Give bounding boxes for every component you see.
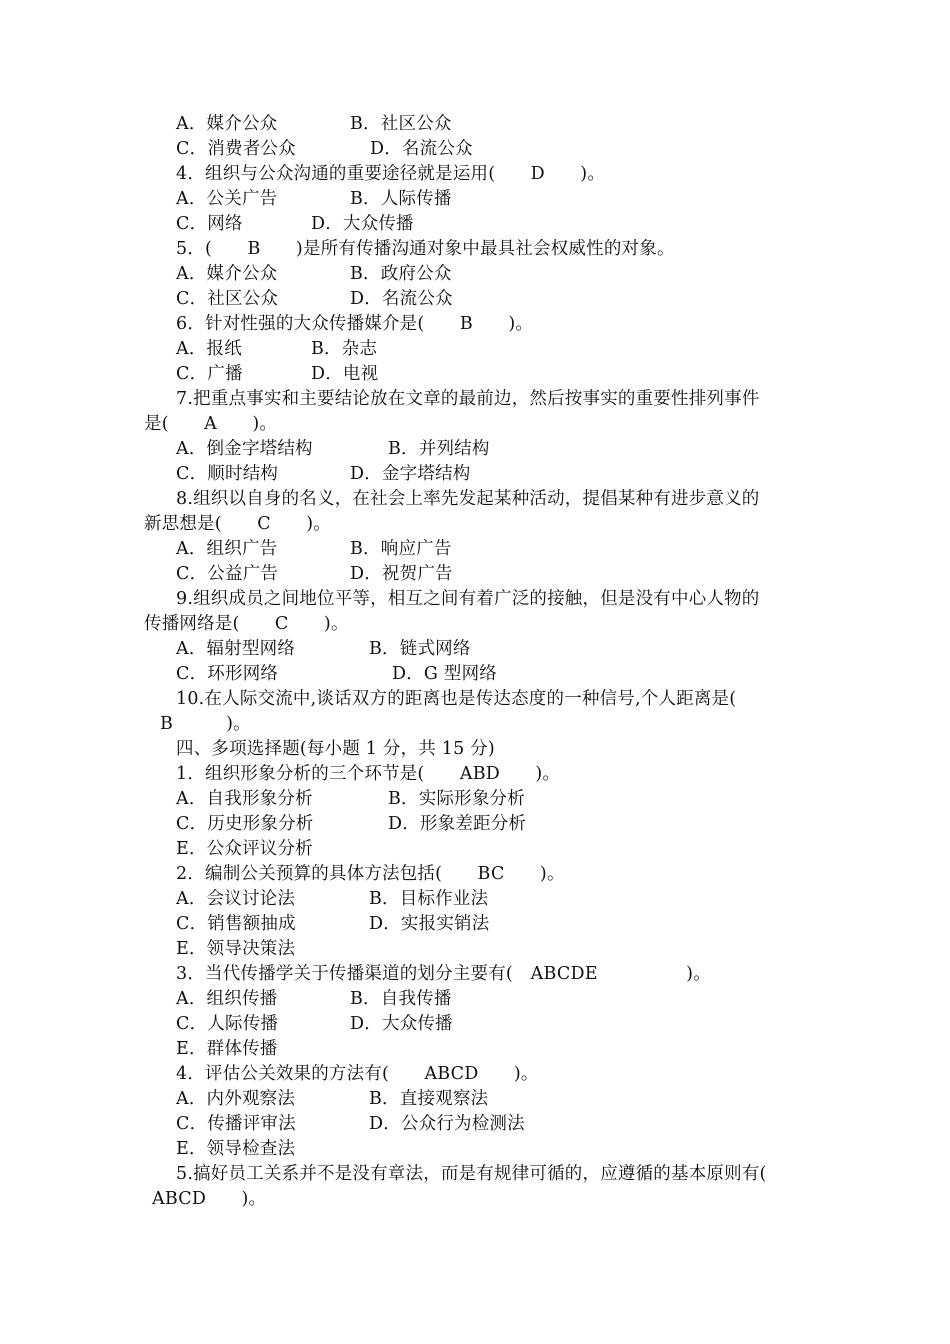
line-text: 5.搞好员工关系并不是没有章法，而是有规律可循的，应遵循的基本原则有(: [176, 1164, 767, 1184]
line-text: 新思想是( C )。: [144, 514, 331, 534]
option-text: B．响应广告: [350, 539, 452, 559]
line-text: C．消费者公众: [176, 139, 296, 159]
line-text: 8.组织以自身的名义，在社会上率先发起某种活动，提倡某种有进步意义的: [176, 489, 760, 509]
line-text: A．媒介公众: [176, 264, 278, 284]
line-text: C．销售额抽成: [176, 914, 296, 934]
option-text: D．形象差距分析: [388, 814, 527, 834]
option-text: B．直接观察法: [369, 1089, 489, 1109]
line-text: C．环形网络: [176, 664, 279, 684]
line-text: A．自我形象分析: [176, 789, 313, 809]
option-text: B．社区公众: [350, 114, 452, 134]
option-text: D．金字塔结构: [350, 464, 471, 484]
line-text: E．公众评议分析: [176, 839, 313, 859]
option-text: B．实际形象分析: [388, 789, 525, 809]
line-text: A．辐射型网络: [176, 639, 296, 659]
line-text: E．领导决策法: [176, 939, 296, 959]
line-text: A．倒金字塔结构: [176, 439, 313, 459]
line-text: 5．( B )是所有传播沟通对象中最具社会权威性的对象。: [176, 239, 675, 259]
line-text: C．传播评审法: [176, 1114, 296, 1134]
option-text: D．实报实销法: [369, 914, 490, 934]
option-text: B．自我传播: [350, 989, 452, 1009]
option-text: D．名流公众: [350, 289, 453, 309]
line-text: 4．评估公关效果的方法有( ABCD )。: [176, 1064, 539, 1084]
line-text: E．领导检查法: [176, 1139, 296, 1159]
option-text: B．政府公众: [350, 264, 452, 284]
line-text: 6．针对性强的大众传播媒介是( B )。: [176, 314, 534, 334]
option-text: D．大众传播: [350, 1014, 453, 1034]
line-text: C．广播: [176, 364, 243, 384]
line-text: A．组织传播: [176, 989, 278, 1009]
line-text: ABCD )。: [152, 1189, 267, 1209]
option-text: B．链式网络: [369, 639, 471, 659]
line-text: 四、多项选择题(每小题 1 分，共 15 分): [176, 739, 495, 759]
line-text: 9.组织成员之间地位平等，相互之间有着广泛的接触，但是没有中心人物的: [176, 589, 760, 609]
option-text: D．名流公众: [370, 139, 473, 159]
option-text: D．大众传播: [311, 214, 414, 234]
line-text: A．会议讨论法: [176, 889, 296, 909]
option-text: B．杂志: [311, 339, 378, 359]
line-text: A．媒介公众: [176, 114, 278, 134]
option-text: B．人际传播: [350, 189, 452, 209]
option-text: D．公众行为检测法: [369, 1114, 525, 1134]
option-text: B．目标作业法: [369, 889, 489, 909]
option-text: D．G 型网络: [392, 664, 497, 684]
line-text: A．组织广告: [176, 539, 278, 559]
line-text: 传播网络是( C )。: [144, 614, 349, 634]
line-text: 7.把重点事实和主要结论放在文章的最前边，然后按事实的重要性排列事件: [176, 389, 760, 409]
line-text: E．群体传播: [176, 1039, 278, 1059]
option-text: D．祝贺广告: [350, 564, 453, 584]
line-text: B )。: [160, 714, 251, 734]
line-text: C．历史形象分析: [176, 814, 314, 834]
line-text: C．网络: [176, 214, 243, 234]
line-text: C．人际传播: [176, 1014, 279, 1034]
line-text: 1．组织形象分析的三个环节是( ABD )。: [176, 764, 561, 784]
line-text: A．内外观察法: [176, 1089, 296, 1109]
line-text: C．顺时结构: [176, 464, 279, 484]
option-text: D．电视: [311, 364, 379, 384]
line-text: 2．编制公关预算的具体方法包括( BC )。: [176, 864, 565, 884]
line-text: C．社区公众: [176, 289, 279, 309]
line-text: A．报纸: [176, 339, 242, 359]
option-text: B．并列结构: [388, 439, 490, 459]
line-text: 是( A )。: [144, 414, 278, 434]
line-text: C．公益广告: [176, 564, 279, 584]
line-text: A．公关广告: [176, 189, 278, 209]
line-text: 4．组织与公众沟通的重要途径就是运用( D )。: [176, 164, 606, 184]
line-text: 3．当代传播学关于传播渠道的划分主要有( ABCDE )。: [176, 964, 711, 984]
line-text: 10.在人际交流中,谈话双方的距离也是传达态度的一种信号,个人距离是(: [176, 689, 737, 709]
